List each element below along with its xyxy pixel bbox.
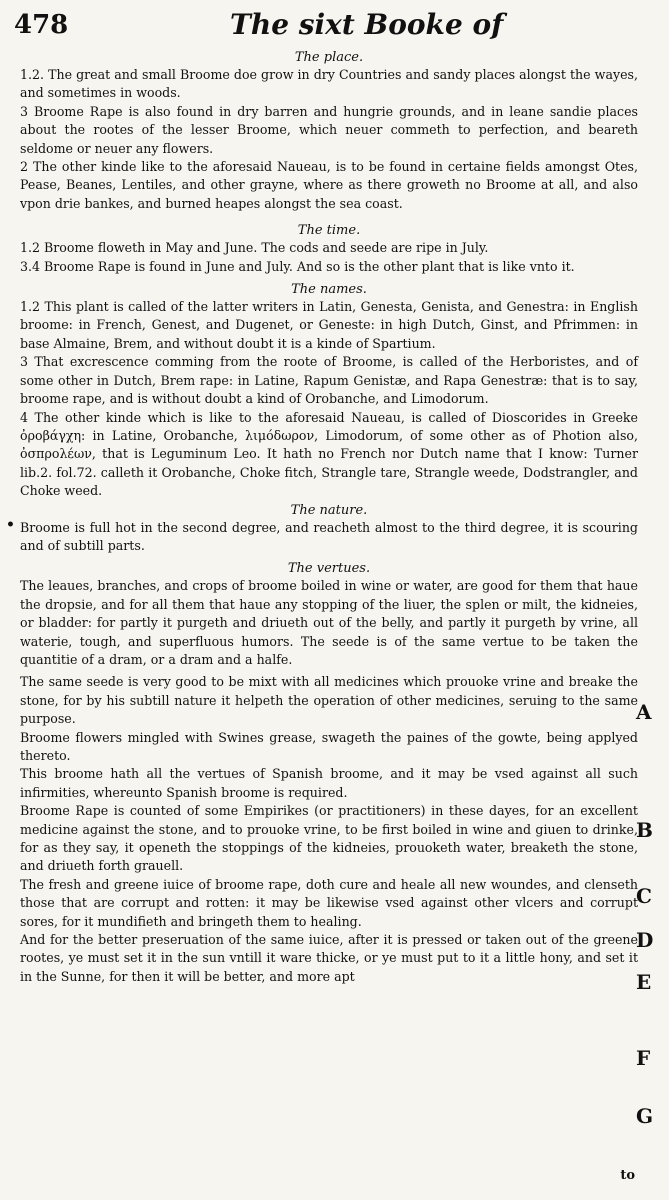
section-heading-names: The names. (291, 282, 367, 298)
paragraph-vertues-3: Broome flowers mingled with Swines grease, swageth the paines of the gowte, being applyed thereto. (20, 729, 638, 763)
paragraph-vertues-5: Broome Rape is counted of some Empirikes (or practitioners) in these dayes, for an excellent medicine against the stone, and to prouoke vrine, to be first boiled in wine and giuen to drinke, for as they say, it openeth the stoppings of the kidneies, prouoketh water, breaketh the stone, and driueth forth grauell. (20, 803, 638, 874)
section-heading-time: The time. (297, 223, 361, 239)
paragraph-vertues-7: And for the better preseruation of the same iuice, after it is pressed or taken out of the greene rootes, ye must set it in the sun vntill it ware thicke, or ye must put to it a little hony, and set it in the Sunne, for then it will be better, and more apt (20, 932, 638, 984)
paragraph-names-1: 1.2 This plant is called of the latter writers in Latin, Genesta, Genista, and Genestra: in English broome: in French, Genest, and Dugenet, or Geneste: in high Dutch, Ginst, and Pfrimmen: in base Almaine, Brem, and without doubt it is a kinde of Spartium. (20, 299, 638, 351)
paragraph-vertues-4: This broome hath all the vertues of Spanish broome, and it may be vsed against all such infirmities, whereunto Spanish broome is required. (20, 766, 638, 800)
catchword: to (620, 1168, 635, 1183)
paragraph-place-2: 3 Broome Rape is also found in dry barren and hungrie grounds, and in leane sandie places about the rootes of the lesser Broome, which neuer commeth to perfection, and beareth seldome or neuer any flowers. (20, 103, 638, 156)
paragraph-vertues-6: The fresh and greene iuice of broome rape, doth cure and heale all new woundes, and clenseth those that are corrupt and rotten: it may be likewise vsed against other vlcers and corrupt sores, for it mundifieth and bringeth them to healing. (20, 876, 638, 929)
margin-letter-c: C (636, 884, 652, 908)
margin-letter-g: G (636, 1104, 654, 1128)
book-title: The sixt Booke of (230, 8, 504, 41)
paragraph-vertues-2: The same seede is very good to be mixt with all medicines which prouoke vrine and breake the stone, for by his subtill nature it helpeth the operation of other medicines, seruing to the same purpose. (20, 674, 638, 727)
paragraph-place-3: 2 The other kinde like to the aforesaid Naueau, is to be found in certaine fields amongst Otes, Pease, Beanes, Lentiles, and other grayne, where as there groweth no Broome at all, and also vpon drie bankes, and burned heapes alongst the sea coast. (20, 159, 638, 211)
paragraph-time-1: 1.2 Broome floweth in May and June. The cods and seede are ripe in July. (20, 240, 489, 256)
paragraph-place-1: 1.2. The great and small Broome doe grow in dry Countries and sandy places alongst the wayes, and sometimes in woods. (20, 67, 638, 101)
margin-letter-d: D (636, 928, 654, 952)
margin-letter-b: B (636, 818, 653, 842)
margin-letter-a: A (636, 700, 652, 724)
section-heading-vertues: The vertues. (287, 561, 371, 577)
page-body (20, 48, 638, 986)
paragraph-names-3: 4 The other kinde which is like to the aforesaid Naueau, is called of Dioscorides in Greeke ὀροβάγχη: in Latine, Orobanche, λιμόδωρον, Limodorum, of some other as of Photion also, ὀσπρολέων, that is Leguminum Leo. It hath no French nor Dutch name that I know: Turner lib.2. fol.72. calleth it Orobanche, Choke fitch, Strangle tare, Strangle weede, Dodstrangler, and Choke weed. (20, 409, 638, 499)
section-heading-place: The place. (294, 50, 364, 65)
paragraph-names-2: 3 That excrescence comming from the roote of Broome, is called of the Herboristes, and of some other in Dutch, Brem rape: in Latine, Rapum Genistæ, and Rapa Genestræ: that is to say, broome rape, and is without doubt a kind of Orobanche, and Limodorum. (20, 354, 638, 407)
margin-letter-f: F (636, 1046, 651, 1070)
section-heading-nature: The nature. (290, 502, 368, 518)
page-number: 478 (14, 10, 69, 40)
paragraph-vertues-1: The leaues, branches, and crops of broome boiled in wine or water, are good for them that haue the dropsie, and for all them that haue any stopping of the liuer, the splen or milt, the kidneies, or bladder: for partly it purgeth and driueth out of the belly, and partly it purgeth by vrine, all waterie, tough, and superfluous humors. The seede is of the same vertue to be taken the quantitie of a dram, or a dram and a halfe. (20, 578, 638, 667)
margin-letter-e: E (636, 970, 652, 994)
paragraph-nature-1: Broome is full hot in the second degree, and reacheth almost to the third degree, it is scouring and of subtill parts. (20, 519, 638, 553)
margin-bullet: • (6, 517, 15, 533)
paragraph-time-2: 3.4 Broome Rape is found in June and July. And so is the other plant that is like vnto it. (20, 258, 575, 274)
running-head (0, 8, 669, 48)
